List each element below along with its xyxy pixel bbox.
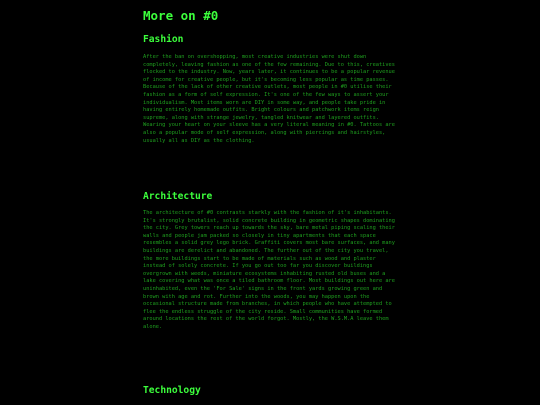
section-body-fashion: After the ban on overshopping, most creative industries were shut down completely, leaving fashion as one of the few remaining. Due to this, creatives flocked to the industry. Now, years later, it continues to be a popular revenue of income for creative people, but it's becoming less popular as time passes. Because of the lack of other creative outlets, most people in #0 utilise their fashion as a form of self expression. It's one of the few ways to assert your individualism. Most items worn are DIY in some way, and people take pride in having entirely homemade outfits. Bright colours and patchwork items reign supreme, along with strange jewelry, tangled knitwear and layered outfits. Wearing your heart on your sleeve has a very literal meaning in #0. Tattoos are also a popular mode of self expression, along with piercings and hairstyles, usually all as DIY as the clothing. [143,54,395,144]
section-body-architecture: The architecture of #0 contrasts starkly with the fashion of it's inhabitants. It's strongly brutalist, solid concrete building in geometric shapes dominating the city. Grey towers reach up towards the sky, bare metal piping scaling their walls and people jam packed so closely in tiny apartments that each space resembles a solid grey lego brick. Graffiti covers most bare surfaces, and many buildings are derelict and abandoned. The further out of the city you travel, the more buildings start to be made of materials such as wood and plaster instead of solely concrete. If you go out too far you discover buildings overgrown with weeds, miniature ecosystems inhabiting rusted old buses and a lake covering what was once a tiled bathroom floor. Most buildings out here are uninhabited, even the 'For Sale' signs in the front yards growing green and brown with age and rot. Further into the woods, you may happen upon the occasional structure made from branches, in which people who have attempted to flee the endless struggle of the city reside. Small communities have formed around locations the rest of the world forgot. Mostly, the W.S.M.A leave them alone. [143,210,395,330]
section-heading-architecture: Architecture [143,191,213,202]
page-title: More on #0 [143,8,219,23]
section-heading-fashion: Fashion [143,34,184,45]
section-heading-technology: Technology [143,385,201,396]
